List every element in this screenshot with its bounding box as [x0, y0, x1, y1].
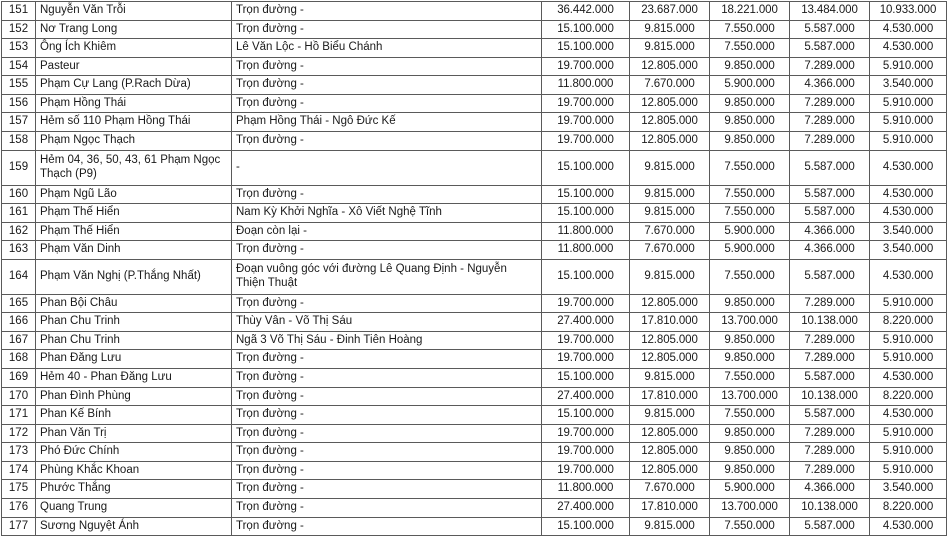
table-row — [2, 424, 947, 443]
cell-stt: 156 — [2, 94, 36, 113]
cell-v3: 9.850.000 — [710, 294, 790, 313]
cell-v5: 3.540.000 — [870, 241, 947, 260]
cell-v5: 4.530.000 — [870, 185, 947, 204]
cell-v5: 4.530.000 — [870, 259, 947, 294]
cell-v4: 10.138.000 — [790, 313, 870, 332]
cell-v4: 5.587.000 — [790, 259, 870, 294]
cell-v4: 7.289.000 — [790, 57, 870, 76]
cell-v5: 8.220.000 — [870, 313, 947, 332]
cell-v2: 7.670.000 — [630, 76, 710, 95]
cell-v5: 5.910.000 — [870, 461, 947, 480]
cell-v2: 12.805.000 — [630, 424, 710, 443]
cell-v3: 9.850.000 — [710, 350, 790, 369]
cell-v3: 9.850.000 — [710, 113, 790, 132]
cell-v1: 15.100.000 — [542, 20, 630, 39]
cell-v4: 7.289.000 — [790, 131, 870, 150]
cell-seg: Trọn đường - — [232, 57, 542, 76]
cell-v4: 7.289.000 — [790, 424, 870, 443]
cell-v1: 19.700.000 — [542, 57, 630, 76]
table-row — [2, 498, 947, 517]
cell-v3: 9.850.000 — [710, 443, 790, 462]
table-row — [2, 222, 947, 241]
cell-v1: 11.800.000 — [542, 76, 630, 95]
cell-name: Phan Đình Phùng — [36, 387, 232, 406]
cell-stt: 177 — [2, 517, 36, 536]
cell-seg: Trọn đường - — [232, 369, 542, 388]
cell-stt: 161 — [2, 204, 36, 223]
cell-v4: 5.587.000 — [790, 150, 870, 185]
cell-seg: Trọn đường - — [232, 517, 542, 536]
cell-seg: Trọn đường - — [232, 480, 542, 499]
cell-v5: 4.530.000 — [870, 369, 947, 388]
cell-seg: Đoạn vuông góc với đường Lê Quang Định - Nguyễn Thiện Thuật — [232, 259, 542, 294]
cell-v3: 7.550.000 — [710, 517, 790, 536]
cell-v2: 9.815.000 — [630, 369, 710, 388]
cell-v1: 11.800.000 — [542, 222, 630, 241]
cell-name: Hẻm số 110 Phạm Hồng Thái — [36, 113, 232, 132]
cell-v5: 5.910.000 — [870, 331, 947, 350]
cell-v3: 5.900.000 — [710, 76, 790, 95]
cell-stt: 164 — [2, 259, 36, 294]
cell-v1: 11.800.000 — [542, 480, 630, 499]
cell-stt: 169 — [2, 369, 36, 388]
cell-v3: 5.900.000 — [710, 480, 790, 499]
cell-name: Quang Trung — [36, 498, 232, 517]
cell-v1: 11.800.000 — [542, 241, 630, 260]
cell-v3: 7.550.000 — [710, 39, 790, 58]
cell-v1: 36.442.000 — [542, 2, 630, 21]
cell-v2: 23.687.000 — [630, 2, 710, 21]
cell-v1: 15.100.000 — [542, 406, 630, 425]
cell-name: Phạm Ngũ Lão — [36, 185, 232, 204]
cell-v4: 13.484.000 — [790, 2, 870, 21]
cell-v1: 15.100.000 — [542, 369, 630, 388]
cell-name: Phạm Văn Dinh — [36, 241, 232, 260]
cell-seg: Trọn đường - — [232, 387, 542, 406]
cell-v3: 5.900.000 — [710, 241, 790, 260]
cell-v1: 15.100.000 — [542, 204, 630, 223]
cell-v1: 19.700.000 — [542, 113, 630, 132]
cell-v5: 3.540.000 — [870, 76, 947, 95]
cell-name: Phùng Khắc Khoan — [36, 461, 232, 480]
cell-stt: 166 — [2, 313, 36, 332]
cell-v2: 12.805.000 — [630, 331, 710, 350]
cell-seg: Nam Kỳ Khởi Nghĩa - Xô Viết Nghệ Tĩnh — [232, 204, 542, 223]
cell-v2: 9.815.000 — [630, 259, 710, 294]
cell-seg: Trọn đường - — [232, 406, 542, 425]
cell-stt: 174 — [2, 461, 36, 480]
cell-stt: 170 — [2, 387, 36, 406]
table-row — [2, 350, 947, 369]
cell-stt: 155 — [2, 76, 36, 95]
cell-v4: 7.289.000 — [790, 331, 870, 350]
cell-v4: 7.289.000 — [790, 113, 870, 132]
cell-v5: 8.220.000 — [870, 387, 947, 406]
cell-seg: Trọn đường - — [232, 2, 542, 21]
cell-v1: 27.400.000 — [542, 498, 630, 517]
cell-v5: 3.540.000 — [870, 480, 947, 499]
cell-v5: 4.530.000 — [870, 204, 947, 223]
cell-name: Phạm Thế Hiển — [36, 204, 232, 223]
cell-v2: 12.805.000 — [630, 443, 710, 462]
cell-v3: 9.850.000 — [710, 131, 790, 150]
cell-name: Nơ Trang Long — [36, 20, 232, 39]
cell-name: Phan Văn Trị — [36, 424, 232, 443]
cell-v2: 9.815.000 — [630, 39, 710, 58]
cell-v3: 13.700.000 — [710, 313, 790, 332]
table-row — [2, 443, 947, 462]
cell-v1: 19.700.000 — [542, 443, 630, 462]
cell-stt: 152 — [2, 20, 36, 39]
table-row — [2, 480, 947, 499]
cell-v1: 27.400.000 — [542, 313, 630, 332]
cell-stt: 160 — [2, 185, 36, 204]
cell-stt: 165 — [2, 294, 36, 313]
cell-v3: 7.550.000 — [710, 259, 790, 294]
table-row — [2, 461, 947, 480]
cell-name: Ông Ích Khiêm — [36, 39, 232, 58]
cell-seg: Trọn đường - — [232, 443, 542, 462]
cell-name: Phó Đức Chính — [36, 443, 232, 462]
cell-seg: Lê Văn Lộc - Hồ Biểu Chánh — [232, 39, 542, 58]
cell-name: Nguyễn Văn Trỗi — [36, 2, 232, 21]
cell-v4: 4.366.000 — [790, 222, 870, 241]
cell-stt: 175 — [2, 480, 36, 499]
table-row — [2, 387, 947, 406]
cell-v3: 18.221.000 — [710, 2, 790, 21]
cell-stt: 158 — [2, 131, 36, 150]
cell-seg: Trọn đường - — [232, 94, 542, 113]
cell-v5: 4.530.000 — [870, 517, 947, 536]
table-row — [2, 20, 947, 39]
cell-v3: 9.850.000 — [710, 331, 790, 350]
table-row — [2, 259, 947, 294]
cell-seg: Trọn đường - — [232, 185, 542, 204]
cell-v1: 19.700.000 — [542, 131, 630, 150]
table-row — [2, 113, 947, 132]
cell-stt: 173 — [2, 443, 36, 462]
cell-name: Sương Nguyệt Ánh — [36, 517, 232, 536]
table-row — [2, 294, 947, 313]
cell-v4: 5.587.000 — [790, 406, 870, 425]
cell-v5: 5.910.000 — [870, 443, 947, 462]
table-row — [2, 241, 947, 260]
cell-stt: 159 — [2, 150, 36, 185]
cell-v2: 17.810.000 — [630, 387, 710, 406]
cell-v4: 7.289.000 — [790, 294, 870, 313]
table-row — [2, 94, 947, 113]
cell-v4: 5.587.000 — [790, 185, 870, 204]
cell-seg: Trọn đường - — [232, 461, 542, 480]
cell-seg: Trọn đường - — [232, 241, 542, 260]
table-row — [2, 2, 947, 21]
cell-seg: Trọn đường - — [232, 76, 542, 95]
cell-stt: 176 — [2, 498, 36, 517]
cell-v5: 5.910.000 — [870, 113, 947, 132]
cell-v3: 9.850.000 — [710, 461, 790, 480]
cell-v5: 5.910.000 — [870, 131, 947, 150]
cell-v2: 12.805.000 — [630, 131, 710, 150]
cell-v5: 4.530.000 — [870, 150, 947, 185]
cell-v5: 4.530.000 — [870, 20, 947, 39]
table-row — [2, 76, 947, 95]
cell-v3: 13.700.000 — [710, 498, 790, 517]
cell-stt: 162 — [2, 222, 36, 241]
land-price-table — [1, 1, 947, 536]
table-row — [2, 185, 947, 204]
cell-v5: 5.910.000 — [870, 57, 947, 76]
cell-v1: 15.100.000 — [542, 39, 630, 58]
cell-v2: 12.805.000 — [630, 113, 710, 132]
cell-v2: 12.805.000 — [630, 294, 710, 313]
cell-seg: - — [232, 150, 542, 185]
table-row — [2, 131, 947, 150]
table-row — [2, 150, 947, 185]
cell-seg: Trọn đường - — [232, 20, 542, 39]
cell-v1: 19.700.000 — [542, 331, 630, 350]
cell-v4: 5.587.000 — [790, 204, 870, 223]
cell-stt: 153 — [2, 39, 36, 58]
cell-name: Phan Chu Trinh — [36, 313, 232, 332]
cell-v1: 19.700.000 — [542, 294, 630, 313]
cell-name: Phan Chu Trinh — [36, 331, 232, 350]
table-row — [2, 57, 947, 76]
cell-v3: 13.700.000 — [710, 387, 790, 406]
table-row — [2, 204, 947, 223]
cell-v5: 5.910.000 — [870, 424, 947, 443]
cell-stt: 163 — [2, 241, 36, 260]
cell-stt: 154 — [2, 57, 36, 76]
cell-v4: 4.366.000 — [790, 241, 870, 260]
cell-v2: 9.815.000 — [630, 185, 710, 204]
cell-name: Phạm Văn Nghị (P.Thắng Nhất) — [36, 259, 232, 294]
table-row — [2, 39, 947, 58]
cell-v4: 7.289.000 — [790, 94, 870, 113]
cell-v2: 12.805.000 — [630, 57, 710, 76]
cell-seg: Trọn đường - — [232, 294, 542, 313]
cell-seg: Trọn đường - — [232, 424, 542, 443]
cell-stt: 157 — [2, 113, 36, 132]
cell-v3: 7.550.000 — [710, 204, 790, 223]
cell-stt: 168 — [2, 350, 36, 369]
cell-v4: 5.587.000 — [790, 20, 870, 39]
cell-stt: 167 — [2, 331, 36, 350]
cell-v4: 5.587.000 — [790, 517, 870, 536]
cell-v2: 9.815.000 — [630, 406, 710, 425]
cell-seg: Ngã 3 Võ Thị Sáu - Đinh Tiên Hoàng — [232, 331, 542, 350]
cell-v4: 7.289.000 — [790, 443, 870, 462]
cell-name: Phạm Hồng Thái — [36, 94, 232, 113]
cell-v5: 5.910.000 — [870, 350, 947, 369]
cell-stt: 171 — [2, 406, 36, 425]
cell-stt: 151 — [2, 2, 36, 21]
cell-v3: 7.550.000 — [710, 369, 790, 388]
cell-v4: 10.138.000 — [790, 498, 870, 517]
cell-v2: 9.815.000 — [630, 20, 710, 39]
cell-name: Phan Bội Châu — [36, 294, 232, 313]
cell-v5: 3.540.000 — [870, 222, 947, 241]
cell-seg: Thùy Vân - Võ Thị Sáu — [232, 313, 542, 332]
cell-seg: Phạm Hồng Thái - Ngô Đức Kế — [232, 113, 542, 132]
cell-v5: 4.530.000 — [870, 406, 947, 425]
cell-name: Phan Kế Bính — [36, 406, 232, 425]
cell-v1: 19.700.000 — [542, 461, 630, 480]
cell-v5: 5.910.000 — [870, 94, 947, 113]
cell-v3: 5.900.000 — [710, 222, 790, 241]
cell-v2: 7.670.000 — [630, 480, 710, 499]
cell-v3: 9.850.000 — [710, 94, 790, 113]
cell-v1: 19.700.000 — [542, 94, 630, 113]
table-row — [2, 406, 947, 425]
cell-name: Hẻm 40 - Phan Đăng Lưu — [36, 369, 232, 388]
cell-v1: 19.700.000 — [542, 350, 630, 369]
cell-v4: 5.587.000 — [790, 369, 870, 388]
cell-v2: 17.810.000 — [630, 313, 710, 332]
table-row — [2, 331, 947, 350]
cell-name: Pasteur — [36, 57, 232, 76]
cell-seg: Trọn đường - — [232, 131, 542, 150]
cell-v3: 7.550.000 — [710, 406, 790, 425]
cell-v3: 9.850.000 — [710, 424, 790, 443]
cell-seg: Trọn đường - — [232, 498, 542, 517]
cell-v4: 5.587.000 — [790, 39, 870, 58]
cell-name: Phan Đăng Lưu — [36, 350, 232, 369]
cell-v1: 15.100.000 — [542, 185, 630, 204]
table-row — [2, 517, 947, 536]
cell-seg: Trọn đường - — [232, 350, 542, 369]
cell-name: Phước Thắng — [36, 480, 232, 499]
cell-v1: 15.100.000 — [542, 517, 630, 536]
cell-seg: Đoạn còn lại - — [232, 222, 542, 241]
cell-v4: 7.289.000 — [790, 350, 870, 369]
cell-v4: 4.366.000 — [790, 76, 870, 95]
cell-v1: 15.100.000 — [542, 259, 630, 294]
cell-name: Phạm Ngọc Thạch — [36, 131, 232, 150]
cell-v1: 19.700.000 — [542, 424, 630, 443]
table-body — [2, 2, 947, 536]
cell-v3: 7.550.000 — [710, 185, 790, 204]
cell-v2: 12.805.000 — [630, 94, 710, 113]
cell-name: Phạm Cự Lang (P.Rach Dừa) — [36, 76, 232, 95]
table-row — [2, 369, 947, 388]
cell-v3: 7.550.000 — [710, 150, 790, 185]
cell-v5: 5.910.000 — [870, 294, 947, 313]
cell-v4: 10.138.000 — [790, 387, 870, 406]
cell-v3: 7.550.000 — [710, 20, 790, 39]
cell-v5: 10.933.000 — [870, 2, 947, 21]
cell-v1: 27.400.000 — [542, 387, 630, 406]
cell-v4: 7.289.000 — [790, 461, 870, 480]
cell-v2: 9.815.000 — [630, 150, 710, 185]
cell-v2: 9.815.000 — [630, 204, 710, 223]
cell-v2: 7.670.000 — [630, 241, 710, 260]
cell-v2: 17.810.000 — [630, 498, 710, 517]
cell-v2: 12.805.000 — [630, 461, 710, 480]
cell-v5: 8.220.000 — [870, 498, 947, 517]
cell-name: Hẻm 04, 36, 50, 43, 61 Phạm Ngọc Thạch (P9) — [36, 150, 232, 185]
cell-v2: 7.670.000 — [630, 222, 710, 241]
cell-v5: 4.530.000 — [870, 39, 947, 58]
cell-v4: 4.366.000 — [790, 480, 870, 499]
cell-v1: 15.100.000 — [542, 150, 630, 185]
cell-name: Phạm Thế Hiển — [36, 222, 232, 241]
table-row — [2, 313, 947, 332]
cell-stt: 172 — [2, 424, 36, 443]
cell-v2: 12.805.000 — [630, 350, 710, 369]
cell-v3: 9.850.000 — [710, 57, 790, 76]
cell-v2: 9.815.000 — [630, 517, 710, 536]
